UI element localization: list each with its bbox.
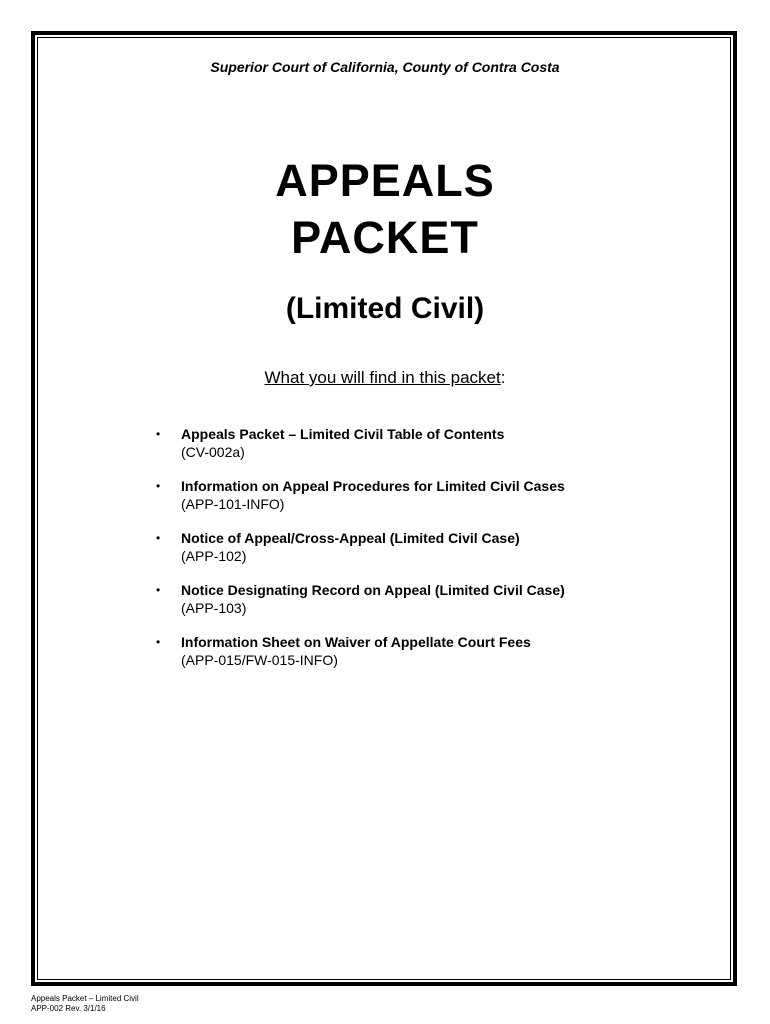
list-item <box>156 477 676 513</box>
list-item-form-code: (APP-015/FW-015-INFO) <box>181 652 338 668</box>
bullet-icon: • <box>156 531 161 545</box>
list-item-form-code: (APP-101-INFO) <box>181 496 285 512</box>
list-item <box>156 633 676 669</box>
document-subtitle: (Limited Civil) <box>285 292 485 325</box>
list-item-title: Notice of Appeal/Cross-Appeal (Limited Civil Case) <box>181 530 520 546</box>
list-item <box>156 581 676 617</box>
list-item-form-code: (APP-102) <box>181 548 247 564</box>
list-item-title: Appeals Packet – Limited Civil Table of Contents <box>181 426 505 442</box>
list-item-form-code: (APP-103) <box>181 600 247 616</box>
list-item-form-code: (CV-002a) <box>181 444 245 460</box>
bullet-icon: • <box>156 479 161 493</box>
packet-intro-text: What you will find in this packet <box>264 368 501 387</box>
footer-packet-name: Appeals Packet – Limited Civil <box>31 994 139 1003</box>
bullet-icon: • <box>156 583 161 597</box>
list-item <box>156 529 676 565</box>
packet-intro-colon: : <box>500 368 506 387</box>
document-title-line-2: PACKET <box>291 212 479 263</box>
packet-intro <box>0 368 770 388</box>
bullet-icon: • <box>156 427 161 441</box>
footer-form-revision: APP-002 Rev. 3/1/16 <box>31 1004 106 1013</box>
document-title-line-1: APPEALS <box>275 155 495 206</box>
list-item-title: Information Sheet on Waiver of Appellate Court Fees <box>181 634 531 650</box>
court-name: Superior Court of California, County of Contra Costa <box>210 59 560 75</box>
page-footer <box>31 994 139 1014</box>
list-item-title: Information on Appeal Procedures for Limited Civil Cases <box>181 478 565 494</box>
list-item <box>156 425 676 461</box>
bullet-icon: • <box>156 635 161 649</box>
contents-list <box>156 425 676 685</box>
list-item-title: Notice Designating Record on Appeal (Limited Civil Case) <box>181 582 565 598</box>
